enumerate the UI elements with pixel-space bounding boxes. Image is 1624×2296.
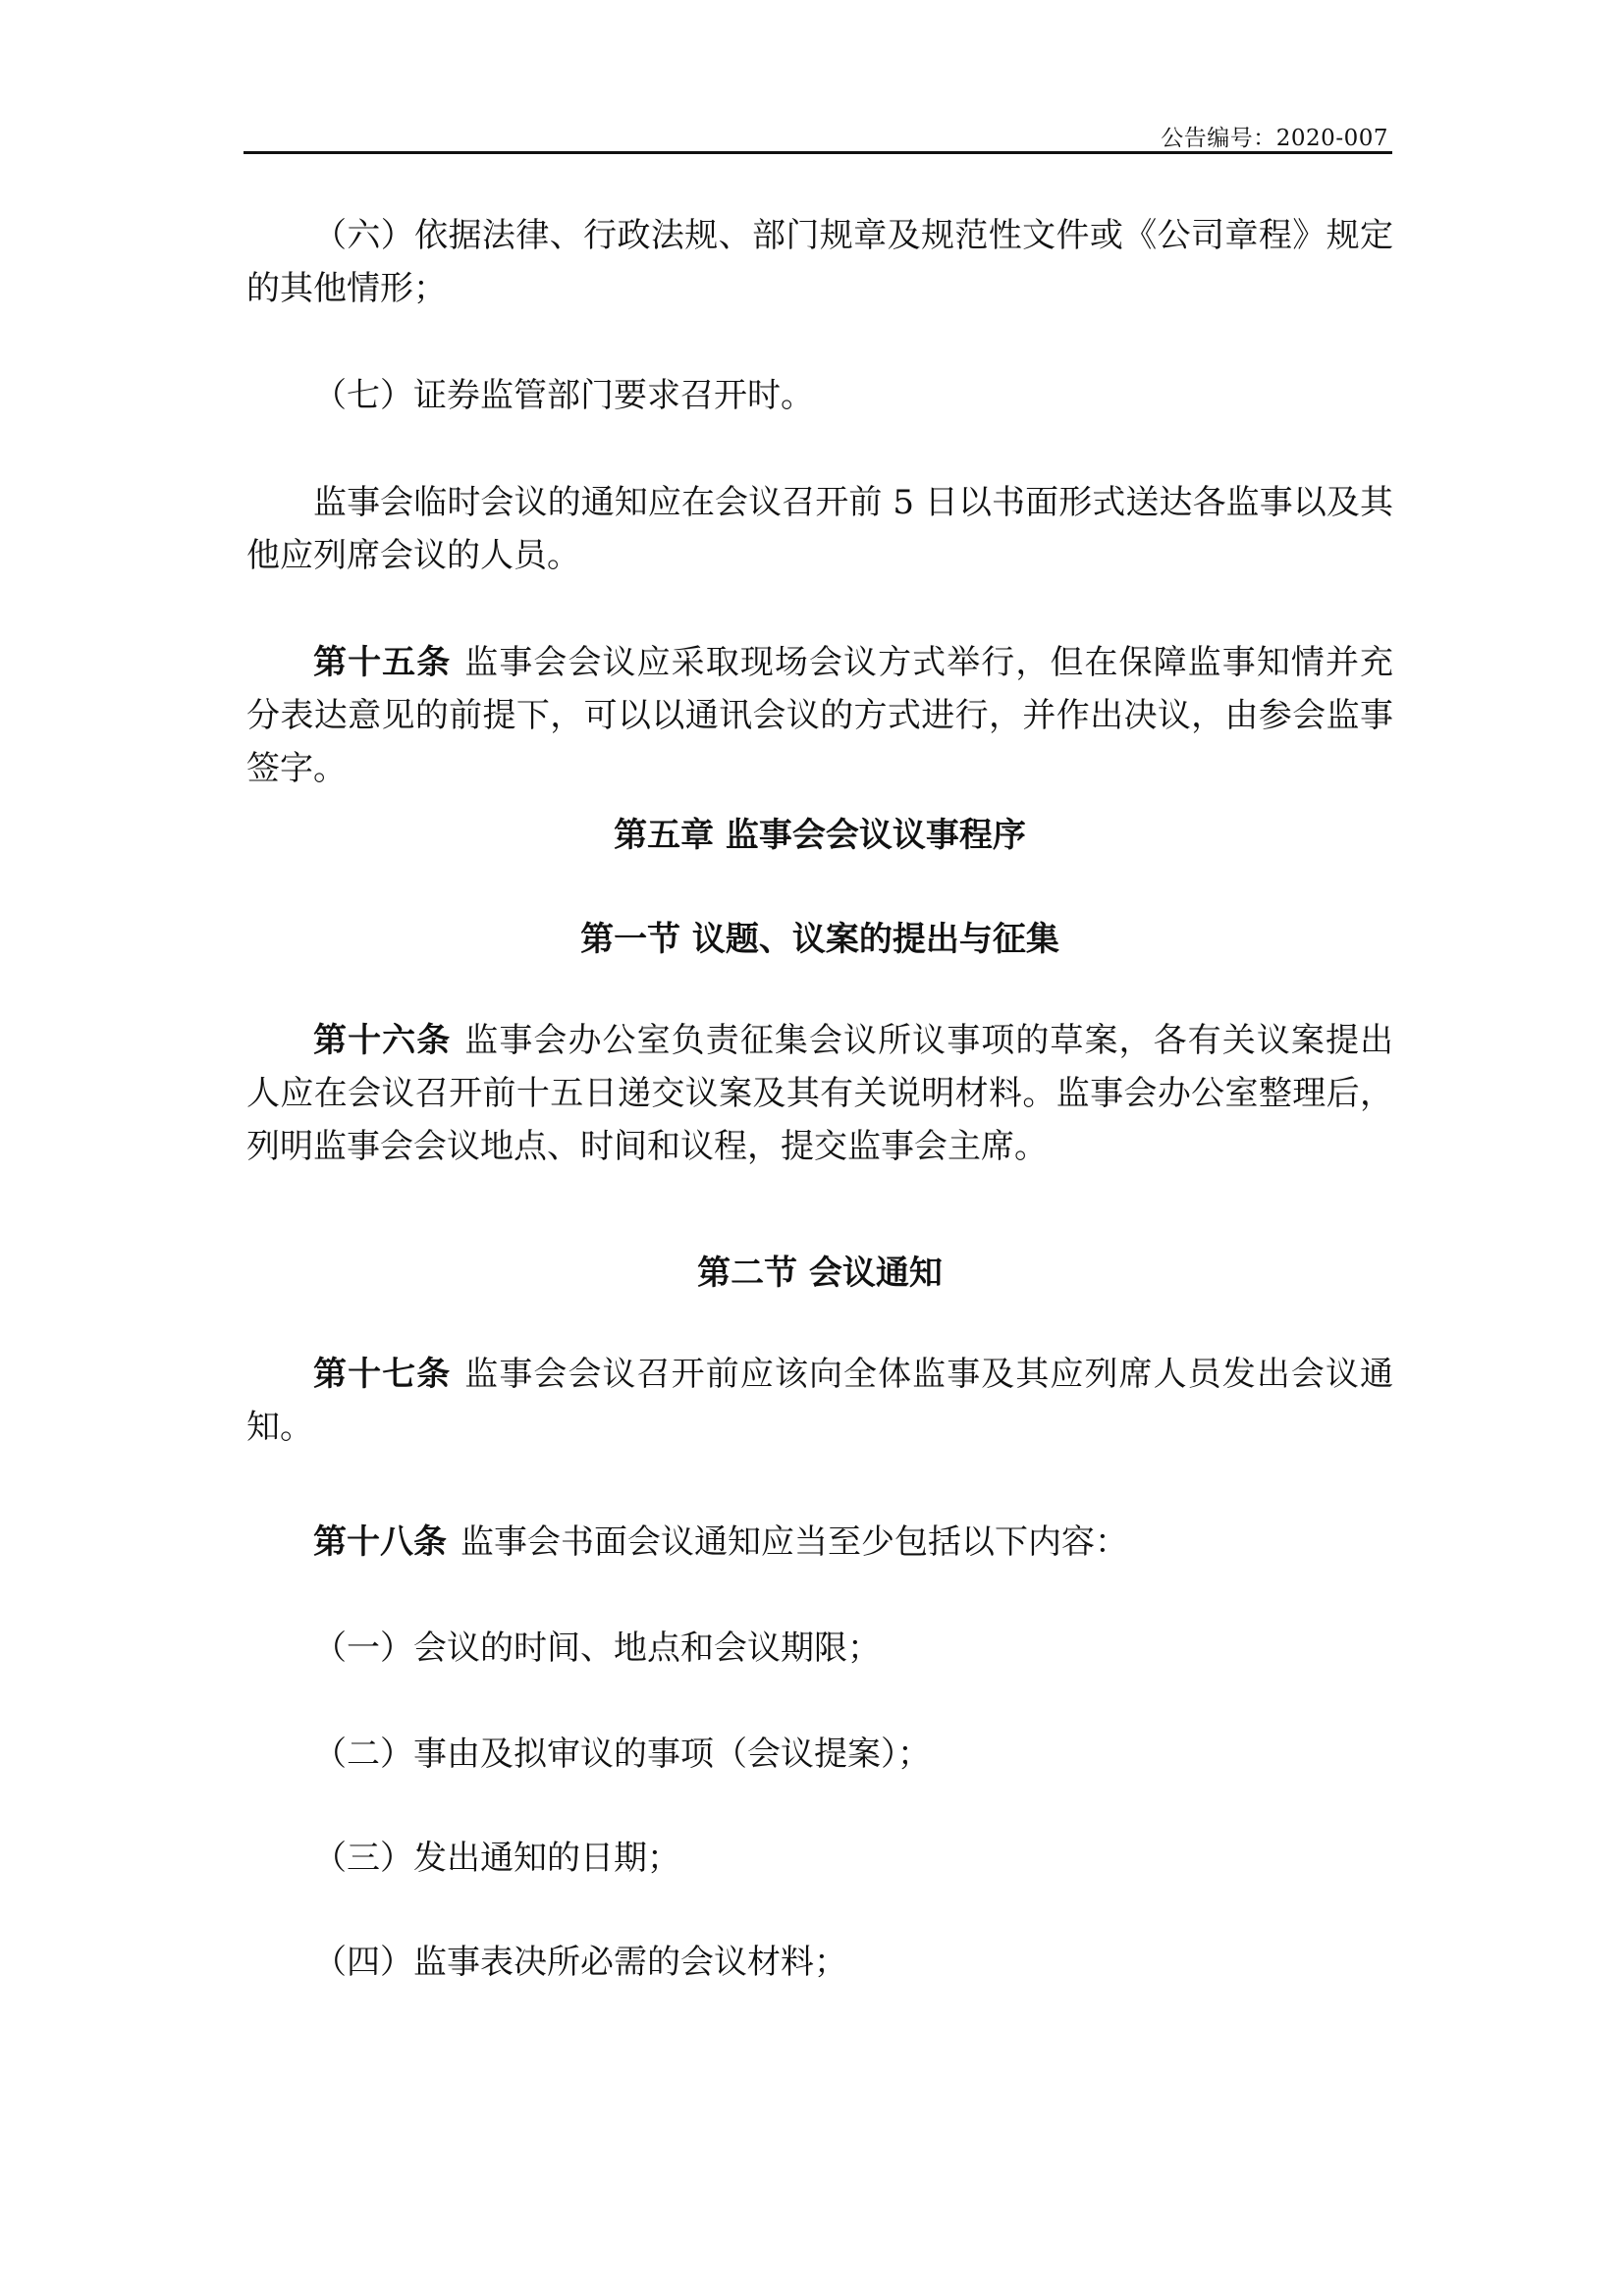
list-item: （二）事由及拟审议的事项（会议提案）； bbox=[313, 1735, 931, 1774]
article-17-text: 监事会会议召开前应该向全体监事及其应列席人员发出会议通知。 bbox=[246, 1355, 1394, 1447]
list-item: （三）发出通知的日期； bbox=[313, 1839, 680, 1878]
article-16-text: 监事会办公室负责征集会议所议事项的草案，各有关议案提出人应在会议召开前十五日递交议案及其有关说明材料。监事会办公室整理后，列明监事会会议地点、时间和议程，提交监事会主席。 bbox=[246, 1021, 1394, 1166]
section-2-heading: 第二节 会议通知 bbox=[697, 1254, 943, 1293]
article-16 bbox=[246, 1014, 1393, 1173]
article-18-text: 监事会书面会议通知应当至少包括以下内容： bbox=[460, 1522, 1128, 1562]
article-17-label: 第十七条 bbox=[313, 1355, 452, 1394]
article-15 bbox=[246, 636, 1393, 795]
article-16-label: 第十六条 bbox=[313, 1021, 452, 1060]
article-15-label: 第十五条 bbox=[313, 643, 452, 682]
clause-item-6: （六）依据法律、行政法规、部门规章及规范性文件或《公司章程》规定的其他情形； bbox=[246, 216, 1393, 308]
list-item: （四）监事表决所必需的会议材料； bbox=[313, 1943, 847, 1982]
section-1-heading: 第一节 议题、议案的提出与征集 bbox=[580, 920, 1059, 959]
article-18-label: 第十八条 bbox=[313, 1522, 447, 1562]
list-item: （一）会议的时间、地点和会议期限； bbox=[313, 1629, 881, 1668]
article-17 bbox=[246, 1348, 1393, 1454]
announcement-number: 公告编号：2020-007 bbox=[1161, 126, 1388, 151]
article-18 bbox=[246, 1516, 1393, 1569]
article-15-text: 监事会会议应采取现场会议方式举行，但在保障监事知情并充分表达意见的前提下，可以以通讯会议的方式进行，并作出决议，由参会监事签字。 bbox=[246, 643, 1394, 788]
clause-item-7: （七）证券监管部门要求召开时。 bbox=[313, 376, 814, 415]
temporary-meeting-notice-paragraph: 监事会临时会议的通知应在会议召开前 5 日以书面形式送达各监事以及其他应列席会议的人员。 bbox=[246, 483, 1393, 575]
header-divider bbox=[244, 151, 1392, 154]
chapter-5-heading: 第五章 监事会会议议事程序 bbox=[614, 816, 1026, 855]
